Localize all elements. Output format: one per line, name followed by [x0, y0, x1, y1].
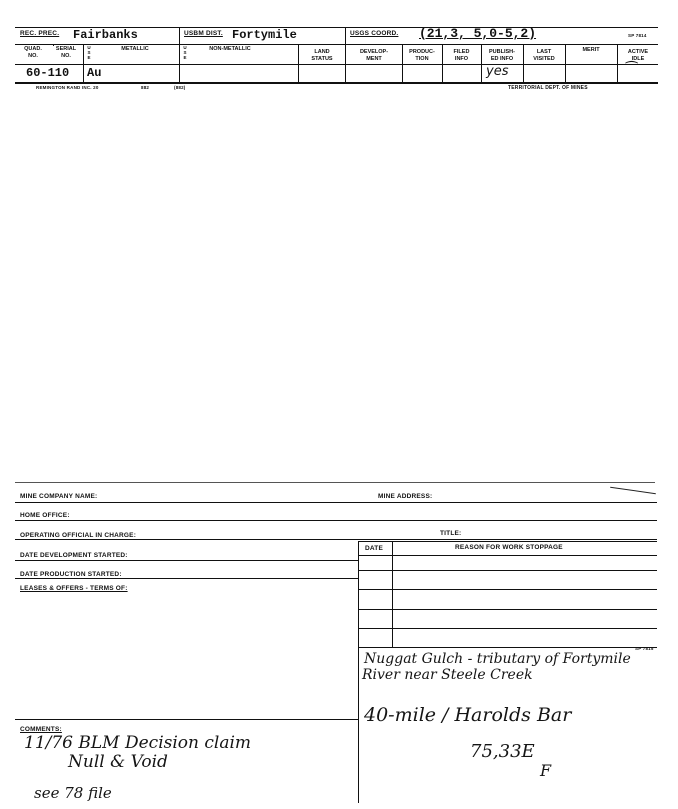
divider-usbm-usgs: [345, 27, 346, 82]
date-production-line: [15, 578, 358, 579]
row-active-mark: ⁀: [626, 62, 638, 78]
col-development: DEVELOP- MENT: [359, 49, 389, 62]
usbm-dist-label: USBM DIST.: [184, 30, 223, 37]
date-table-header-line: [358, 555, 657, 556]
row-quad-value: 60-110: [26, 66, 70, 80]
mine-address-slash: [610, 487, 656, 494]
col-filed-info: FILED INFO: [453, 49, 470, 62]
col-serial-no: SERIAL NO.: [55, 46, 77, 59]
date-table-divider: [392, 541, 393, 647]
date-development-line: [15, 560, 358, 561]
mine-company-label: MINE COMPANY NAME:: [20, 493, 98, 500]
handwritten-comment-line-3: see 78 file: [34, 784, 112, 802]
col-non-metallic: NON-METALLIC: [209, 46, 251, 52]
handwritten-coords-sub: F: [540, 761, 552, 780]
form-number-back: SP 7815: [635, 646, 654, 651]
usgs-coord-value: (21,3, 5,0-5,2): [419, 26, 537, 41]
reason-line-3: [358, 609, 657, 610]
col-merit: MERIT: [582, 47, 600, 53]
col-metallic: METALLIC: [121, 46, 149, 52]
date-development-label: DATE DEVELOPMENT STARTED:: [20, 552, 128, 559]
mine-address-label: MINE ADDRESS:: [378, 493, 433, 500]
col-quad-no: QUAD. NO.: [24, 46, 42, 59]
home-office-label: HOME OFFICE:: [20, 512, 70, 519]
col-use-marker-2: U S E: [183, 45, 187, 60]
reason-label: REASON FOR WORK STOPPAGE: [455, 544, 563, 551]
header-bottom-line: [15, 82, 658, 84]
handwritten-coords: 75,33E: [470, 741, 535, 762]
printer-code-2: (882): [174, 85, 186, 90]
reason-line-1: [358, 570, 657, 571]
header-mid-line: [15, 44, 658, 45]
header-row-line: [15, 64, 658, 65]
home-office-line: [15, 520, 657, 521]
col-last-visited: LAST VISITED: [533, 49, 555, 62]
date-label: DATE: [365, 545, 384, 552]
col-active-idle: ACTIVE IDLE: [627, 49, 649, 62]
operating-official-label: OPERATING OFFICIAL IN CHARGE:: [20, 532, 137, 539]
mine-company-line: [15, 502, 657, 503]
back-top-rule: [15, 482, 655, 483]
leases-label: LEASES & OFFERS - TERMS OF:: [20, 585, 128, 592]
printer-code-1: 882: [141, 85, 150, 90]
rec-prec-label: REC. PREC.: [20, 30, 60, 37]
col-div-9: [617, 44, 618, 82]
reason-line-4: [358, 628, 657, 629]
divider-rec-usbm: [179, 27, 180, 82]
back-center-divider: [358, 578, 359, 803]
comments-top-line: [15, 719, 358, 720]
handwritten-comment-line-1: 11/76 BLM Decision claim: [24, 733, 252, 753]
usgs-coord-label: USGS COORD.: [350, 30, 399, 37]
operating-official-line: [15, 539, 657, 540]
row-metallic-value: Au: [87, 66, 102, 80]
form-number-top: SP 7814: [628, 33, 647, 38]
usbm-dist-value: Fortymile: [232, 28, 297, 42]
col-published-info: PUBLISH- ED INFO: [489, 49, 515, 62]
printer-text: REMINGTON RAND INC. 20: [36, 85, 99, 90]
date-production-label: DATE PRODUCTION STARTED:: [20, 571, 122, 578]
handwritten-bar-name: 40-mile / Harolds Bar: [364, 704, 572, 726]
dept-text: TERRITORIAL DEPT. OF MINES: [508, 85, 588, 91]
reason-line-2: [358, 589, 657, 590]
comments-label: COMMENTS:: [20, 726, 62, 733]
title-label: TITLE:: [440, 530, 462, 537]
col-production: PRODUC- TION: [409, 49, 435, 62]
col-div-8: [565, 44, 566, 82]
col-use-marker: U S E: [87, 45, 91, 60]
col-div-3: [298, 44, 299, 82]
row-published-info-value: yes: [486, 64, 509, 79]
handwritten-location-line-1: Nuggat Gulch - tributary of Fortymile: [364, 651, 631, 667]
col-land-status: LAND STATUS: [311, 49, 333, 62]
col-div-2: [83, 44, 84, 82]
handwritten-comment-line-2: Null & Void: [68, 752, 168, 772]
reason-line-5: [358, 647, 657, 648]
date-table-top: [358, 541, 657, 542]
rec-prec-value: Fairbanks: [73, 28, 138, 42]
handwritten-location-line-2: River near Steele Creek: [362, 667, 533, 683]
